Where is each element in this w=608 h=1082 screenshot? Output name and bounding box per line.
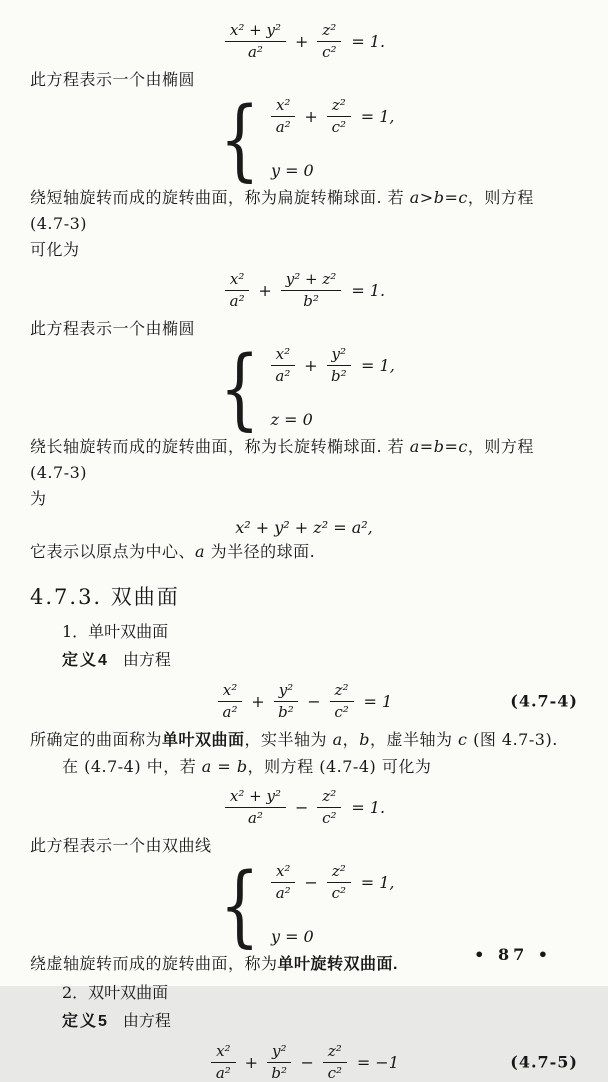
fraction (271, 346, 295, 385)
para-ellipse-intro-1: 此方程表示一个由椭圆 (30, 70, 196, 89)
numerator: y² + z² (281, 271, 342, 291)
text-run: ，则方程 (4.7-3) (30, 437, 534, 482)
text-run: 在 (4.7-4) 中，若 (62, 757, 202, 776)
equation-body (216, 682, 392, 721)
fraction (317, 22, 341, 61)
equation-rhs: = 1, (361, 356, 395, 375)
system-body (213, 87, 395, 191)
text-run: 所确定的曲面称为 (30, 730, 163, 749)
subheading-hyperboloid-two-sheets: 2．双叶双曲面 (62, 983, 169, 1002)
plus-operator: + (258, 281, 272, 300)
equation-number-tag: (4.7-4) (510, 691, 578, 710)
equation-body (209, 1043, 399, 1082)
definition-5 (30, 1008, 578, 1035)
equation-rhs: = 1. (351, 281, 386, 300)
system-rows (269, 346, 395, 430)
numerator: z² (327, 97, 351, 117)
plus-operator: + (244, 1053, 258, 1072)
numerator: x² (271, 346, 295, 366)
fraction (330, 682, 354, 721)
fraction (281, 271, 342, 310)
numerator: z² (317, 22, 341, 42)
numerator: x² (225, 271, 249, 291)
text-run: ，虚半轴为 (369, 730, 459, 749)
definition-5-label: 定义5 (62, 1013, 109, 1030)
text-run: ，则方程 (4.7-3) (30, 188, 534, 233)
text-run: 它表示以原点为中心、 (30, 542, 196, 561)
equation-4-7-4 (30, 680, 578, 721)
minus-operator: − (300, 1053, 314, 1072)
plus-operator: + (251, 692, 265, 711)
fraction (225, 788, 286, 827)
fraction (271, 863, 295, 902)
para-oblate-spheroid (30, 185, 578, 237)
numerator: x² (211, 1043, 235, 1063)
para-continues: 可化为 (30, 240, 80, 259)
math-run: a = b (201, 757, 248, 776)
bold-term: 单叶旋转双曲面. (277, 956, 398, 973)
math-run: b (359, 730, 370, 749)
denominator: c² (327, 1064, 343, 1082)
equation-4-7-5 (30, 1041, 578, 1082)
page-number: • 87 • (474, 945, 552, 964)
minus-operator: − (304, 873, 318, 892)
denominator: c² (322, 43, 337, 61)
fraction (271, 97, 295, 136)
system-body (213, 336, 395, 440)
system-equation-row (269, 97, 395, 136)
math-run: a (332, 730, 343, 749)
left-brace-icon: { (219, 336, 260, 440)
denominator: a² (247, 809, 263, 827)
numerator: y² (267, 1043, 292, 1063)
fraction (225, 271, 249, 310)
system-equation-row (269, 346, 395, 385)
fraction (218, 682, 242, 721)
equation-body (223, 788, 385, 827)
denominator: c² (334, 703, 349, 721)
equation-rotated-ellipsoid (30, 20, 578, 61)
system-body (213, 853, 395, 957)
text-run: 绕虚轴旋转而成的旋转曲面，称为 (30, 954, 278, 973)
text-run: 绕长轴旋转而成的旋转曲面，称为长旋转椭球面. 若 (30, 437, 410, 456)
math-run: a>b=c (409, 188, 468, 207)
fraction (327, 97, 351, 136)
numerator: x² + y² (225, 788, 286, 808)
plus-operator: + (294, 32, 309, 51)
denominator: a² (222, 703, 238, 721)
system-constraint-row: y = 0 (270, 161, 314, 180)
para-ellipse-intro-2: 此方程表示一个由椭圆 (30, 319, 196, 338)
para-sphere-description (30, 539, 578, 565)
numerator: x² (271, 97, 295, 117)
denominator: a² (229, 292, 245, 310)
equation-rhs: = 1 (363, 692, 393, 711)
denominator: c² (322, 809, 337, 827)
system-constraint-row: z = 0 (270, 410, 313, 429)
numerator: z² (317, 788, 341, 808)
numerator: y² (327, 346, 352, 366)
minus-operator: − (294, 798, 309, 817)
equation-number-tag: (4.7-5) (510, 1052, 578, 1071)
fraction (225, 22, 286, 61)
denominator: c² (331, 884, 346, 902)
denominator: b² (330, 367, 347, 385)
section-heading-4-7-3: 4.7.3. 双曲面 (30, 585, 180, 609)
math-run: a=b=c (409, 437, 468, 456)
equation-sphere: x² + y² + z² = a², (235, 518, 373, 537)
numerator: y² (274, 682, 299, 702)
numerator: x² (218, 682, 242, 702)
equation-a-equals-b (30, 786, 578, 827)
fraction (317, 788, 341, 827)
bold-term: 单叶双曲面 (162, 732, 245, 749)
denominator: a² (275, 118, 291, 136)
left-brace-icon: { (220, 87, 261, 191)
equation-rhs: = 1, (360, 107, 395, 126)
fraction (267, 1043, 292, 1082)
para-prolate-spheroid (30, 434, 578, 486)
para-hyperbola-intro: 此方程表示一个由双曲线 (30, 836, 212, 855)
text-run: ， (342, 730, 360, 749)
system-rows (269, 97, 395, 181)
system-rows (269, 863, 395, 947)
equation-rhs: = −1 (356, 1053, 399, 1072)
math-run: a (195, 542, 206, 561)
fraction (327, 863, 351, 902)
numerator: z² (330, 682, 354, 702)
equation-oblate (30, 269, 578, 310)
left-brace-icon: { (220, 853, 261, 957)
para-hyperboloid-definition (30, 727, 578, 754)
text-run: (图 4.7-3). (467, 730, 558, 749)
numerator: z² (323, 1043, 347, 1063)
denominator: a² (247, 43, 263, 61)
equation-rhs: = 1. (351, 798, 386, 817)
minus-operator: − (307, 692, 321, 711)
denominator: a² (215, 1064, 231, 1082)
plus-operator: + (304, 107, 318, 126)
system-ellipse-xy (30, 336, 578, 440)
denominator: a² (275, 884, 291, 902)
denominator: c² (331, 118, 346, 136)
fraction (211, 1043, 235, 1082)
math-run: c (458, 730, 468, 749)
denominator: b² (303, 292, 319, 310)
equation-rhs: = 1, (360, 873, 395, 892)
system-constraint-row: y = 0 (270, 927, 314, 946)
equation-body (223, 271, 385, 310)
system-equation-row (269, 863, 395, 902)
subheading-hyperboloid-one-sheet: 1．单叶双曲面 (62, 622, 169, 641)
numerator: z² (327, 863, 351, 883)
numerator: x² (271, 863, 295, 883)
text-run: 为半径的球面. (205, 542, 316, 561)
text-run: 由方程 (122, 1011, 171, 1030)
text-run: ，实半轴为 (244, 730, 333, 749)
text-run: ，则方程 (4.7-4) 可化为 (247, 757, 432, 776)
denominator: b² (271, 1064, 288, 1082)
fraction (274, 682, 299, 721)
text-run: 由方程 (122, 650, 171, 669)
equation-body (223, 22, 385, 61)
denominator: b² (278, 703, 294, 721)
numerator: x² + y² (225, 22, 286, 42)
para-continues: 为 (30, 489, 47, 508)
denominator: a² (275, 367, 291, 385)
system-ellipse-xz (30, 87, 578, 191)
definition-4-label: 定义4 (62, 652, 109, 669)
definition-4 (30, 647, 578, 674)
para-case-a-equals-b (30, 754, 578, 780)
text-run: 绕短轴旋转而成的旋转曲面，称为扁旋转椭球面. 若 (30, 188, 410, 207)
fraction (327, 346, 352, 385)
equation-rhs: = 1. (351, 32, 386, 51)
plus-operator: + (304, 356, 318, 375)
fraction (323, 1043, 347, 1082)
